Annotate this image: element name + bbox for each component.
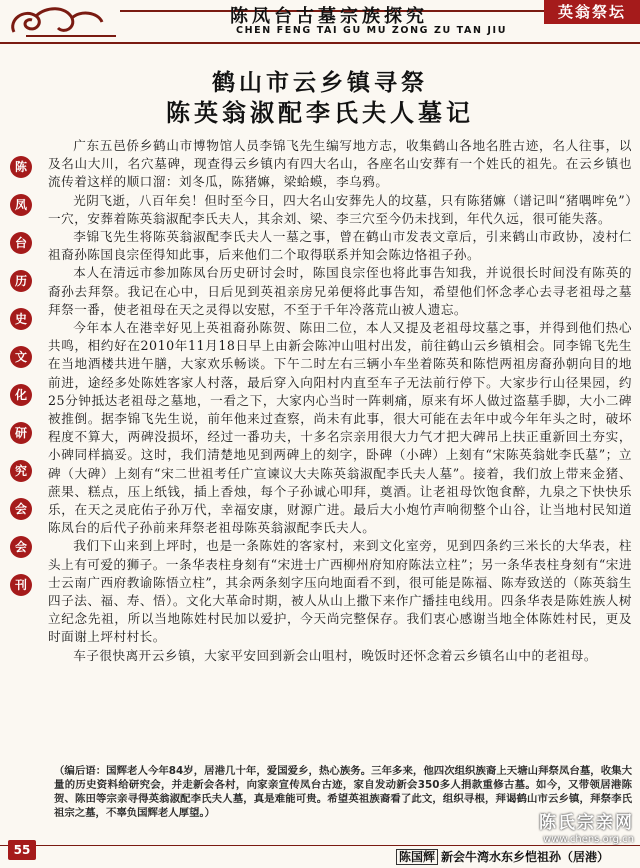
page-number: 55 — [8, 840, 36, 860]
footer-rule — [0, 845, 640, 846]
vertical-sidebar — [6, 156, 36, 612]
paragraph: 广东五邑侨乡鹤山市博物馆人员李锦飞先生编写地方志，收集鹤山各地名胜古迹，名人往事，以及名山大川，名穴墓碑，现查得云乡镇内有四大名山，各座名山安葬有一个姓氏的祖先。在云乡镇也流传着这样的顺口溜：刘冬瓜，陈猪嫲，梁蛤蟆，李乌鸦。 — [48, 138, 632, 190]
article-body — [48, 137, 632, 665]
sidebar-char: 史 — [10, 308, 32, 330]
sidebar-char: 台 — [10, 232, 32, 254]
watermark — [516, 808, 634, 844]
sidebar-char: 会 — [10, 536, 32, 558]
paragraph: 我们下山来到上坪时，也是一条陈姓的客家村，来到文化室旁，见到四条约三米长的大华表，柱头上有可爱的狮子。一条华表柱身刻有“宋进士广西柳州府知府陈法立柱”；另一条华表柱身刻有“宋进士云南广西府教谕陈悟立柱”，其余两条刻字压向地面看不到，很可能是陈福、陈寿致送的（陈英翁生四子法、福、寿、悟）。文化大革命时期，被人从山上撒下来作广播挂电线用。四条华表是陈姓族人树立纪念先祖，所以当地陈姓村民加以爱护，今天尚完整保存。我们衷心感谢当地全体陈姓村民，更及时面谢上坪村村长。 — [48, 538, 632, 645]
sidebar-char: 研 — [10, 422, 32, 444]
sidebar-char: 会 — [10, 498, 32, 520]
author-line — [396, 848, 609, 865]
paragraph: 光阴飞逝，八百年矣！但时至今日，四大名山安葬先人的坟墓，只有陈猪嫲（谱记叫“猪喁哰免”）一穴，安葬着陈英翁淑配李氏夫人，其余刘、梁、李三穴至今仍未找到，年代久远，很可能失落。 — [48, 192, 632, 226]
header-rule — [0, 42, 640, 44]
sidebar-char: 陈 — [10, 156, 32, 178]
paragraph: 今年本人在港幸好见上英祖裔孙陈贺、陈田二位，本人又提及老祖母坟墓之事，并得到他们热心共鸣，相约好在2010年11月18日早上由新会陈冲山咀村出发，前往鹤山云乡镇相会。同李锦飞先生在当地酒楼共进午膳，大家欢乐畅谈。下午二时左右三辆小车坐着陈英和陈恺两祖房裔孙朝向目的地前进，途经多处陈姓客家人村落，最后穿入向阳村内直至车子无法前行停下。大家步行山径果园，约25分钟抵达老祖母之墓地，一看之下，大家内心当时一阵刺痛，原来有坏人做过盗墓手脚，大小二碑被推倒。据李锦飞先生说，前年他来过查察，尚未有此事，很大可能在去年中或今年年头之时，破坏程度不算大，两碑没损坏，经过一番功夫，十多名宗亲用很大力气才把大碑吊上扶正重新回土夯实，小碑同样搞妥。这时，我们清楚地见到两碑上的刻字，卧碑（小碑）上刻有“宋陈英翁妣李氏墓”；立碑（大碑）上刻有“宋二世祖考任广宣谏议大夫陈英翁淑配李氏夫人墓”。接着，我们放上带来金猪、蔗果、糕点，压上纸钱，插上香烛，每个子孙诚心叩拜，奠酒。让老祖母饮饱食醉，九泉之下快快乐乐，在天之灵庇佑子孙万代，幸福安康，财源广进。最后大小炮竹声响彻整个山谷，让当地村民知道陈凤台的后代子孙前来拜祭老祖母陈英翁淑配李氏夫人。 — [48, 320, 632, 536]
sidebar-char: 究 — [10, 460, 32, 482]
sidebar-char: 历 — [10, 270, 32, 292]
sidebar-char: 化 — [10, 384, 32, 406]
author-name: 陈国辉 — [396, 849, 438, 865]
article-subtitle: 陈英翁淑配李氏夫人墓记 — [166, 98, 474, 127]
paragraph: 李锦飞先生将陈英翁淑配李氏夫人一墓之事，曾在鹤山市发表文章后，引来鹤山市政协，凌村仁祖裔孙陈国良宗侄得知此事，后来他们二个取得联系并知会陈边恪祖子孙。 — [48, 229, 632, 263]
sidebar-char: 文 — [10, 346, 32, 368]
watermark-text: 陈氏宗亲网 — [539, 813, 634, 833]
sidebar-char: 凤 — [10, 194, 32, 216]
sidebar-char: 刊 — [10, 574, 32, 596]
page-header — [0, 0, 640, 44]
paragraph: 车子很快离开云乡镇，大家平安回到新会山咀村，晚饭时还怀念着云乡镇名山中的老祖母。 — [73, 647, 597, 663]
cloud-swirl-ornament — [6, 2, 116, 42]
publication-subtitle: CHEN FENG TAI GU MU ZONG ZU TAN JIU — [236, 25, 508, 36]
author-affiliation: 新会牛湾水东乡恺祖孙（居港） — [441, 850, 610, 864]
paragraph: 本人在清远市参加陈凤台历史研讨会时，陈国良宗侄也将此事告知我，并说很长时间没有陈英的裔孙去拜祭。我记在心中，日后见到英祖亲房兄弟便将此事告知，希望他们怀念孝心去寻老祖母之墓拜祭一番，使老祖母在天之灵得以安慰，不至于千年冷落荒山被人遗忘。 — [48, 265, 632, 317]
article-title: 鹤山市云乡镇寻祭 — [212, 69, 428, 96]
publication-title: 陈凤台古墓宗族探究 — [230, 6, 428, 27]
watermark-url: www.chens.org.cn — [543, 834, 634, 845]
section-tag: 英翁祭坛 — [544, 0, 640, 24]
editor-note: （编后语：国辉老人今年84岁，居港几十年，爱国爱乡，热心族务。三年多来，他四次组织族裔上天塘山拜祭凤台墓，收集大量的历史资料给研究会，并走新会各村，向家亲宣传凤台古迹，家自发动新会350多人捐款重修古墓。如今，又带领居港陈贺、陈田等宗亲寻得英翁淑配李氏夫人墓，真是难能可贵。希望英祖族裔看了此文，组织寻根，拜谒鹤山市云乡镇，拜祭李氏祖宗之墓，不辜负国辉老人厚望。） — [54, 765, 632, 819]
